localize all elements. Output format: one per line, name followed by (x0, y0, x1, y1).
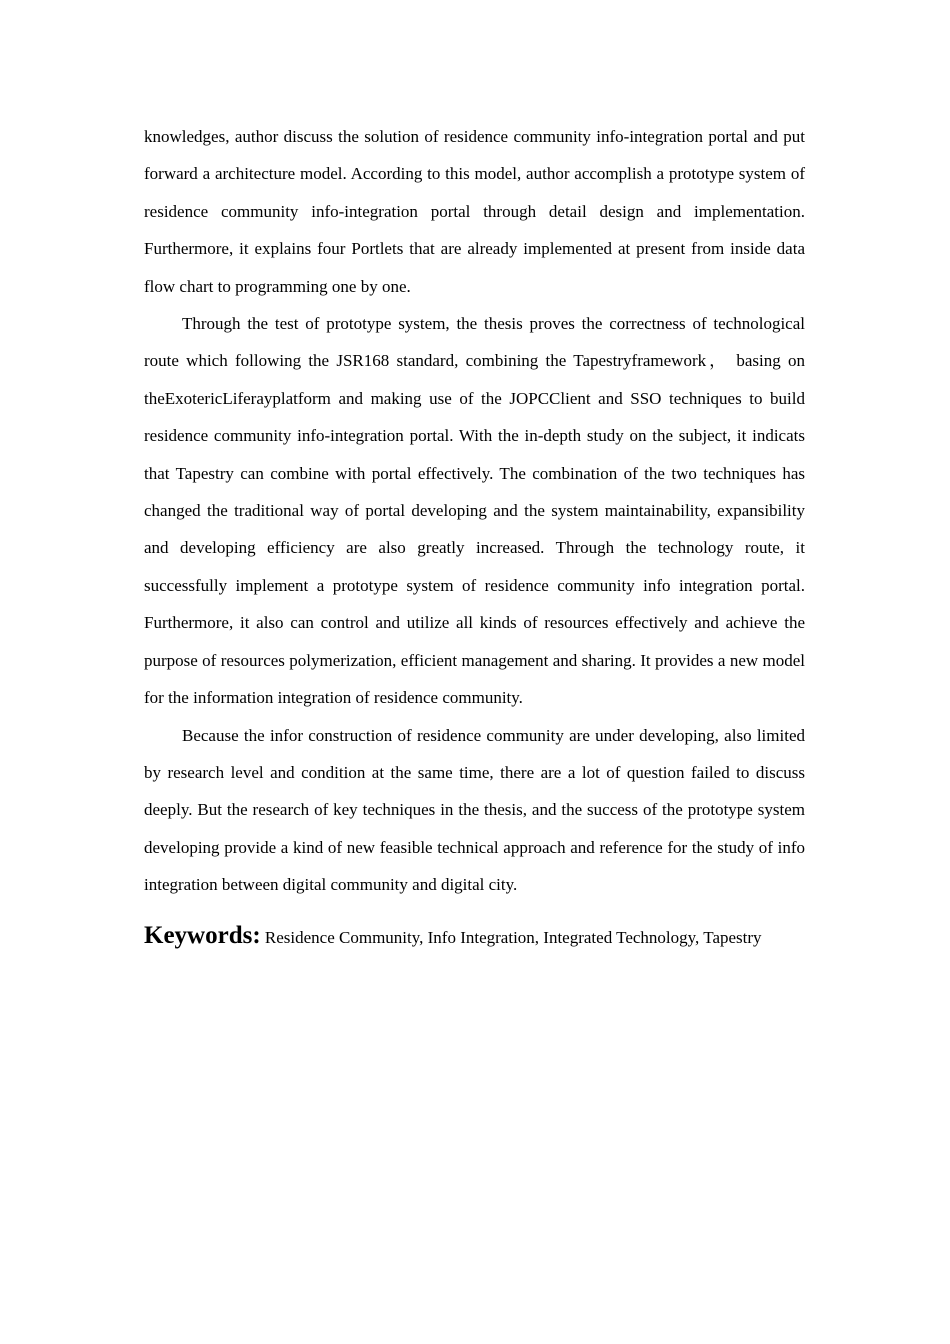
abstract-paragraph-1: knowledges, author discuss the solution of residence community info-integration portal and put forward a architecture model. According to this model, author accomplish a prototype system of residence community info-integration portal through detail design and implementation. Furthermore, it explains four Portlets that are already implemented at present from inside data flow chart to programming one by one. (144, 127, 805, 296)
keywords-label: Keywords: (144, 921, 261, 949)
keywords-text: Residence Community, Info Integration, Integrated Technology, Tapestry (260, 927, 762, 947)
abstract-paragraph-2: Through the test of prototype system, the thesis proves the correctness of technological route which following the JSR168 standard, combining the Tapestryframework， basing on theExotericLiferayplatform and making use of the JOPCClient and SSO techniques to build residence community info-integration portal. With the in-depth study on the subject, it indicats that Tapestry can combine with portal effectively. The combination of the two techniques has changed the traditional way of portal developing and the system maintainability, expansibility and developing efficiency are also greatly increased. Through the technology route, it successfully implement a prototype system of residence community info integration portal. Furthermore, it also can control and utilize all kinds of resources effectively and achieve the purpose of resources polymerization, efficient management and sharing. It provides a new model for the information integration of residence community. (144, 314, 805, 708)
keywords-line (144, 912, 805, 961)
abstract-body (144, 118, 805, 961)
abstract-paragraph-3: Because the infor construction of residence community are under developing, also limited by research level and condition at the same time, there are a lot of question failed to discuss deeply. But the research of key techniques in the thesis, and the success of the prototype system developing provide a kind of new feasible technical approach and reference for the study of info integration between digital community and digital city. (144, 725, 805, 895)
